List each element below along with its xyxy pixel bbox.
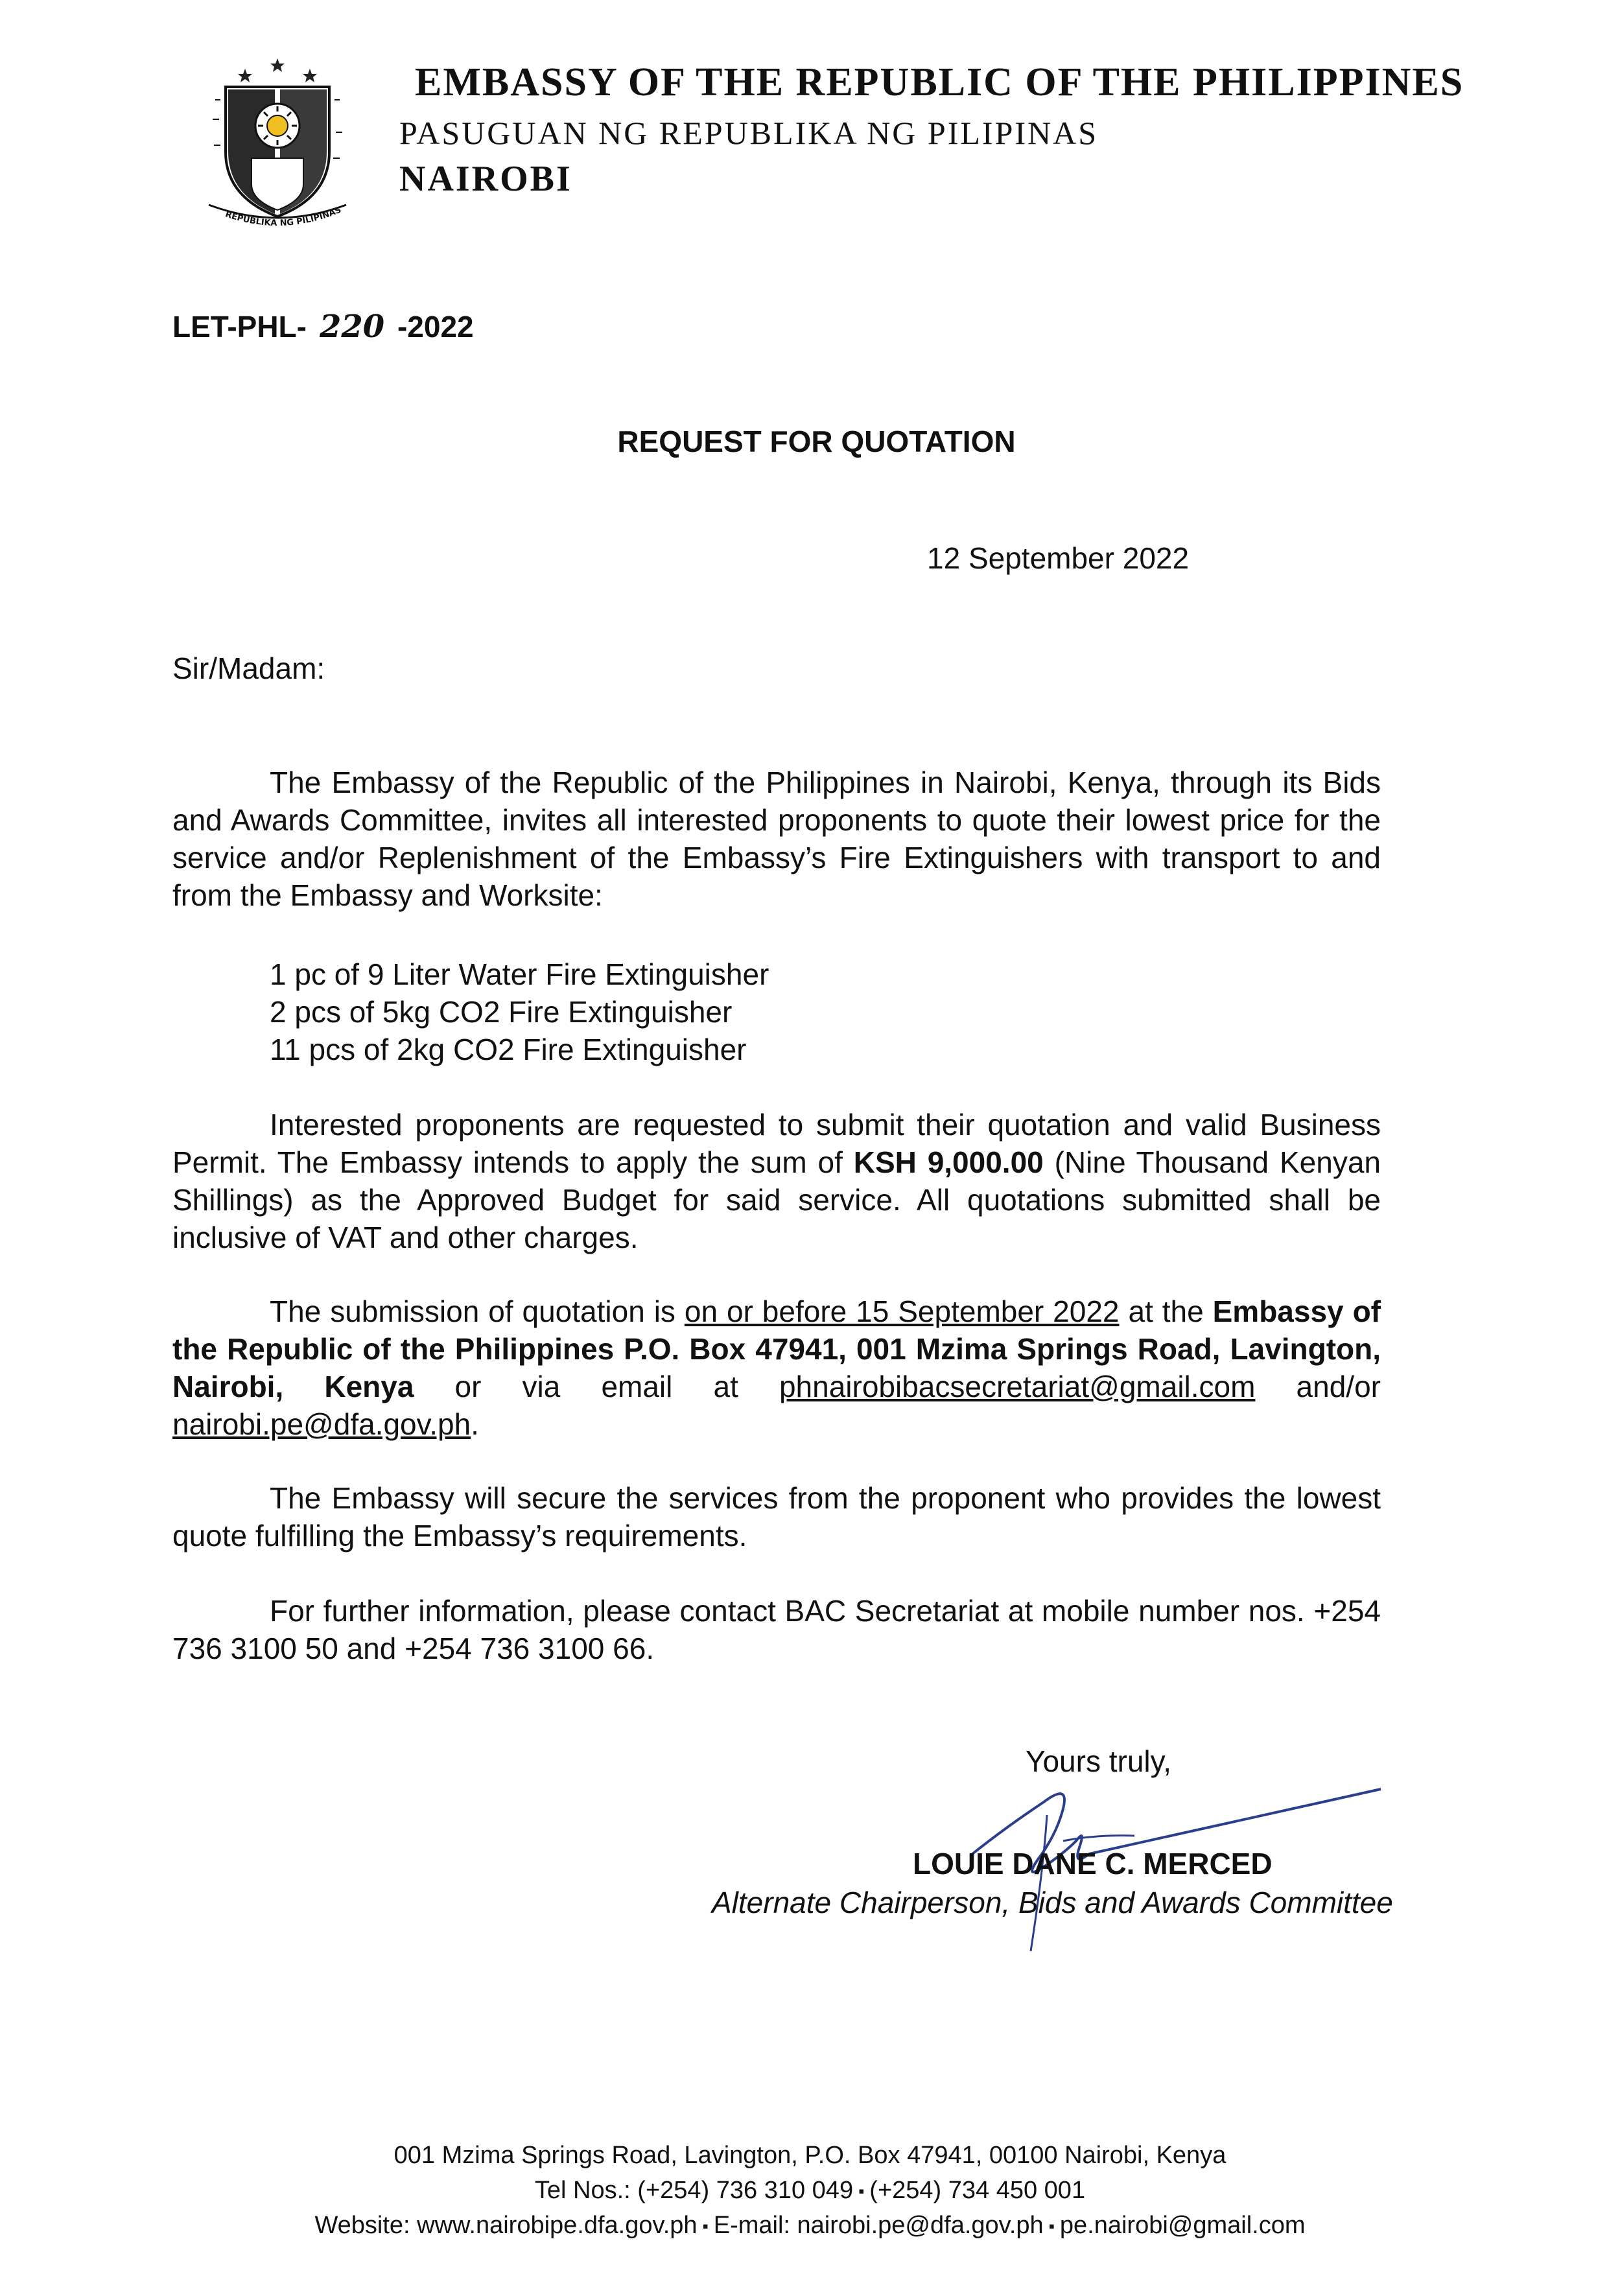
- closing: Yours truly,: [1026, 1744, 1171, 1778]
- salutation: Sir/Madam:: [172, 651, 325, 685]
- submission-text-5: .: [471, 1407, 479, 1441]
- website-label: Website:: [314, 2212, 410, 2239]
- footer-email-1[interactable]: nairobi.pe@dfa.gov.ph: [797, 2212, 1044, 2239]
- list-item: 1 pc of 9 Liter Water Fire Extinguisher: [270, 957, 769, 991]
- submission-text-4: and/or: [1255, 1370, 1381, 1403]
- separator-icon: ▪: [702, 2216, 709, 2236]
- budget-text-2: (Nine Thousand Kenyan Shillings) as the Approved Budget for said service. All quotations submitted shall be inclusive of VAT and other charges.: [172, 1145, 1381, 1254]
- website-link[interactable]: www.nairobipe.dfa.gov.ph: [417, 2212, 698, 2239]
- reference-suffix: -2022: [397, 310, 474, 344]
- submission-text-3: or via email at: [414, 1370, 779, 1403]
- paragraph-invitation: The Embassy of the Republic of the Philippines in Nairobi, Kenya, through its Bids and Awards Committee, invites all interested proponents to quote their lowest price for the service and/or Replenishment of the Embassy’s Fire Extinguishers with transport to and from the Embassy and Worksite:: [172, 766, 1381, 912]
- budget-text-1: Interested proponents are requested to submit their quotation and valid Business Permit. The Embassy intends to apply the sum of: [172, 1108, 1381, 1179]
- reference-number: [172, 309, 474, 345]
- email-link-embassy[interactable]: nairobi.pe@dfa.gov.ph: [172, 1407, 471, 1441]
- paragraph-budget: [172, 1106, 1381, 1256]
- embassy-seal-logo: [206, 54, 349, 229]
- signatory-name: LOUIE DANE C. MERCED: [913, 1847, 1273, 1880]
- signatory-title: Alternate Chairperson, Bids and Awards Committee: [712, 1886, 1393, 1919]
- submission-text-2: at the: [1119, 1294, 1213, 1328]
- paragraph-award: The Embassy will secure the services from the proponent who provides the lowest quote fulfilling the Embassy’s requirements.: [172, 1481, 1381, 1552]
- letter-date: 12 September 2022: [927, 541, 1190, 575]
- footer-telephone: [0, 2177, 1620, 2205]
- reference-prefix: LET-PHL-: [172, 310, 307, 344]
- email-label: E-mail:: [713, 2212, 790, 2239]
- separator-icon: ▪: [1048, 2216, 1055, 2236]
- footer-email-2[interactable]: pe.nairobi@gmail.com: [1059, 2212, 1306, 2239]
- submission-address: Embassy of the Republic of the Philippines P.O. Box 47941, 001 Mzima Springs Road, Lavington, Nairobi, Kenya: [172, 1294, 1381, 1403]
- footer-web-email: [0, 2212, 1620, 2240]
- letterhead-title: EMBASSY OF THE REPUBLIC OF THE PHILIPPINES: [415, 60, 1464, 104]
- paragraph-contact: For further information, please contact BAC Secretariat at mobile number nos. +254 736 3100 50 and +254 736 3100 66.: [172, 1594, 1381, 1665]
- separator-icon: ▪: [858, 2181, 865, 2201]
- email-link-bac[interactable]: phnairobibacsecretariat@gmail.com: [779, 1370, 1256, 1403]
- seal-inscription: REPUBLIKA NG PILIPINAS: [224, 205, 343, 229]
- list-item: 11 pcs of 2kg CO2 Fire Extinguisher: [270, 1033, 747, 1066]
- document-title: REQUEST FOR QUOTATION: [617, 425, 1016, 458]
- philippine-seal-icon: [206, 54, 349, 229]
- budget-amount: KSH 9,000.00: [853, 1145, 1044, 1179]
- tel-2: (+254) 734 450 001: [869, 2177, 1086, 2204]
- reference-handwritten-number: 220: [319, 309, 385, 345]
- tel-1: (+254) 736 310 049: [637, 2177, 854, 2204]
- letterhead-subtitle: PASUGUAN NG REPUBLIKA NG PILIPINAS: [399, 115, 1099, 151]
- paragraph-submission: [172, 1293, 1381, 1443]
- footer-address: 001 Mzima Springs Road, Lavington, P.O. Box 47941, 00100 Nairobi, Kenya: [393, 2142, 1227, 2169]
- letterhead-city: NAIROBI: [399, 159, 572, 199]
- list-item: 2 pcs of 5kg CO2 Fire Extinguisher: [270, 995, 733, 1029]
- tel-label: Tel Nos.:: [534, 2177, 631, 2204]
- submission-text-1: The submission of quotation is: [270, 1294, 685, 1328]
- submission-deadline: on or before 15 September 2022: [684, 1294, 1120, 1328]
- item-list: [270, 955, 769, 1068]
